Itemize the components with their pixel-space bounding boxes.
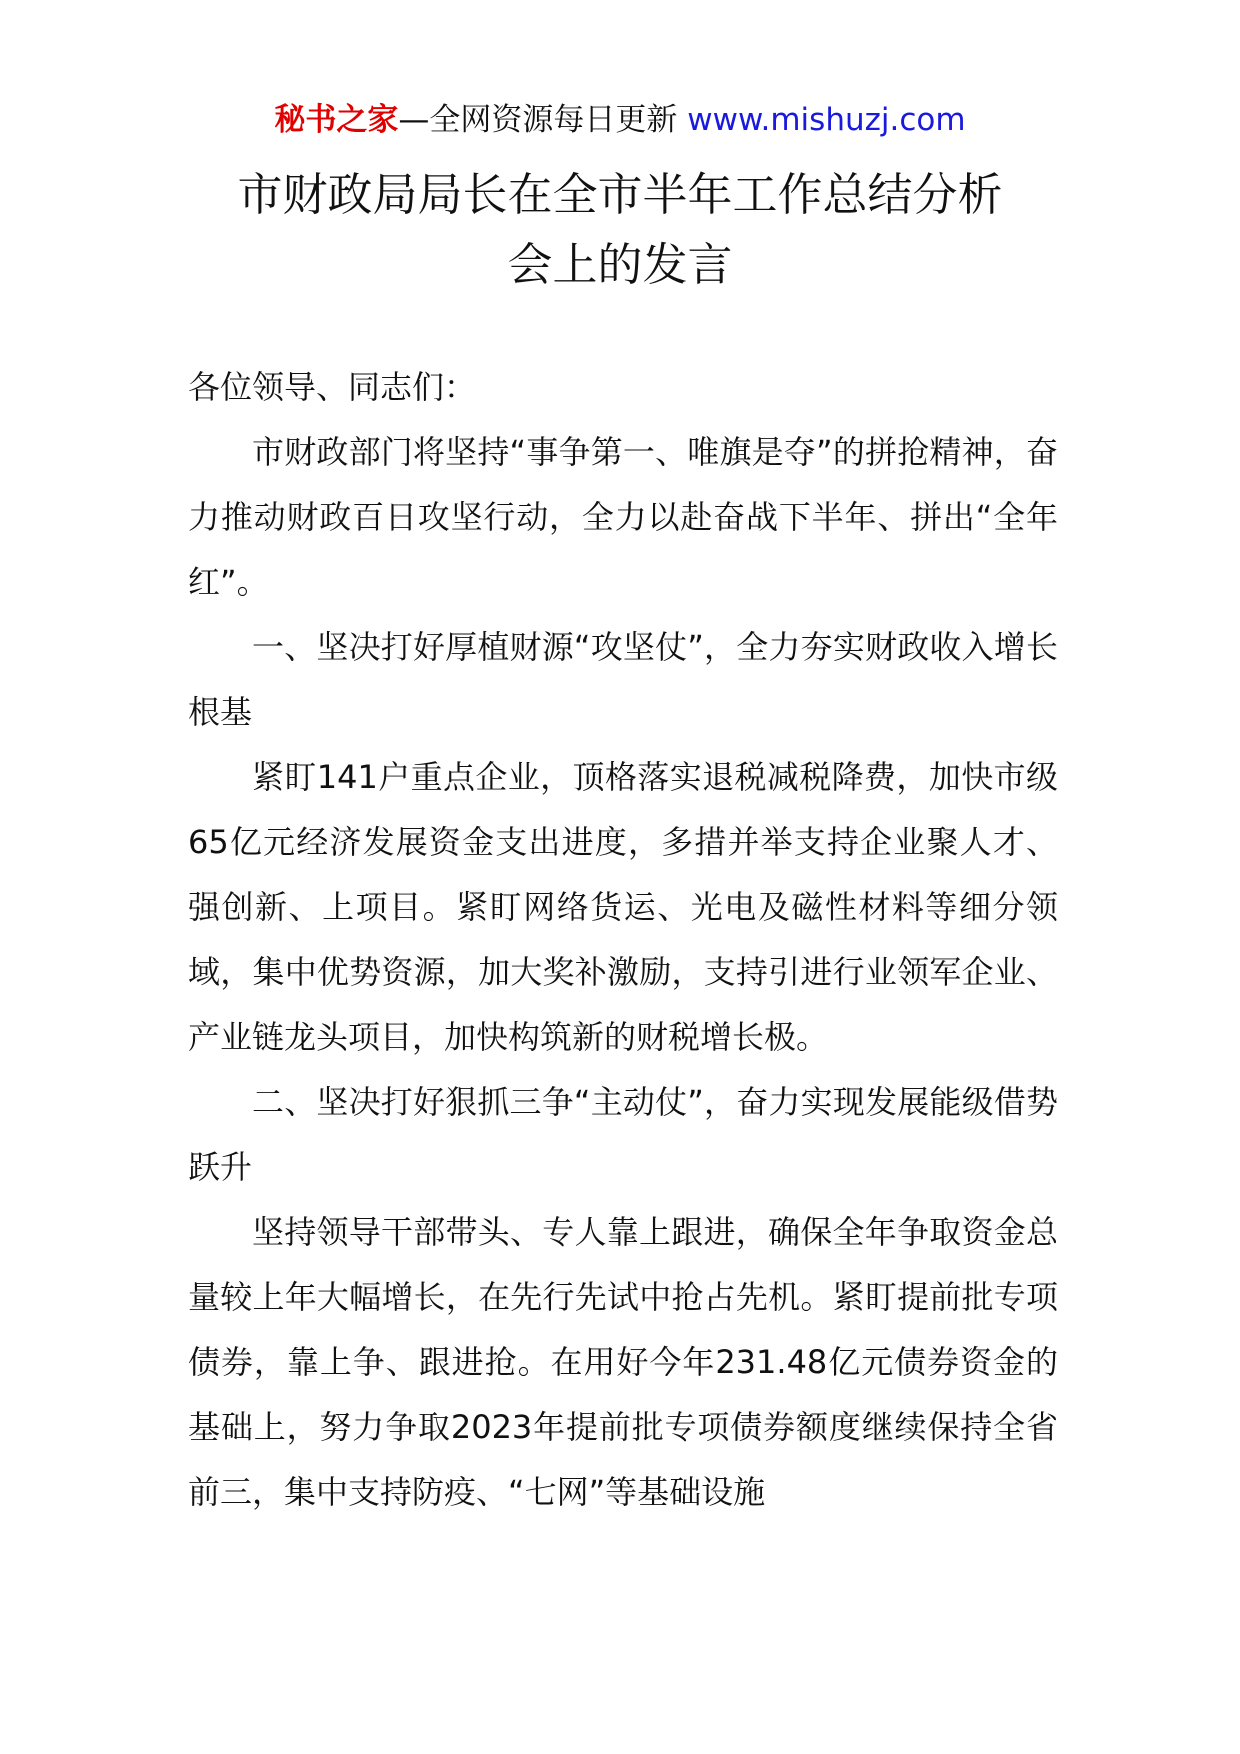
title-line-2: 会上的发言 bbox=[507, 238, 733, 291]
section-paragraph-2: 坚持领导干部带头、专人靠上跟进，确保全年争取资金总量较上年大幅增长，在先行先试中抢占先机。紧盯提前批专项债券，靠上争、跟进抢。在用好今年231.48亿元债券资金的基础上，努力争取2023年提前批专项债券额度继续保持全省前三，集中支持防疫、“七网”等基础设施 bbox=[188, 1213, 1058, 1511]
section-heading-1: 一、坚决打好厚植财源“攻坚仗”，全力夯实财政收入增长根基 bbox=[188, 628, 1058, 731]
banner-tagline: —全网资源每日更新 bbox=[398, 102, 688, 138]
section-paragraph-1: 紧盯141户重点企业，顶格落实退税减税降费，加快市级65亿元经济发展资金支出进度，多措并举支持企业聚人才、强创新、上项目。紧盯网络货运、光电及磁性材料等细分领域，集中优势资源，加大奖补激励，支持引进行业领军企业、产业链龙头项目，加快构筑新的财税增长极。 bbox=[188, 758, 1058, 1056]
salutation: 各位领导、同志们： bbox=[188, 368, 477, 406]
document-body bbox=[188, 355, 1058, 1525]
site-banner bbox=[0, 100, 1240, 140]
title-line-1: 市财政局局长在全市半年工作总结分析 bbox=[237, 168, 1003, 221]
section-heading-2: 二、坚决打好狠抓三争“主动仗”，奋力实现发展能级借势跃升 bbox=[188, 1083, 1058, 1186]
brand-name: 秘书之家 bbox=[274, 102, 399, 138]
site-url-link[interactable]: www.mishuzj.com bbox=[687, 102, 966, 138]
document-title bbox=[0, 160, 1240, 300]
intro-paragraph: 市财政部门将坚持“事争第一、唯旗是夺”的拼抢精神，奋力推动财政百日攻坚行动，全力以赴奋战下半年、拼出“全年红”。 bbox=[188, 433, 1058, 601]
